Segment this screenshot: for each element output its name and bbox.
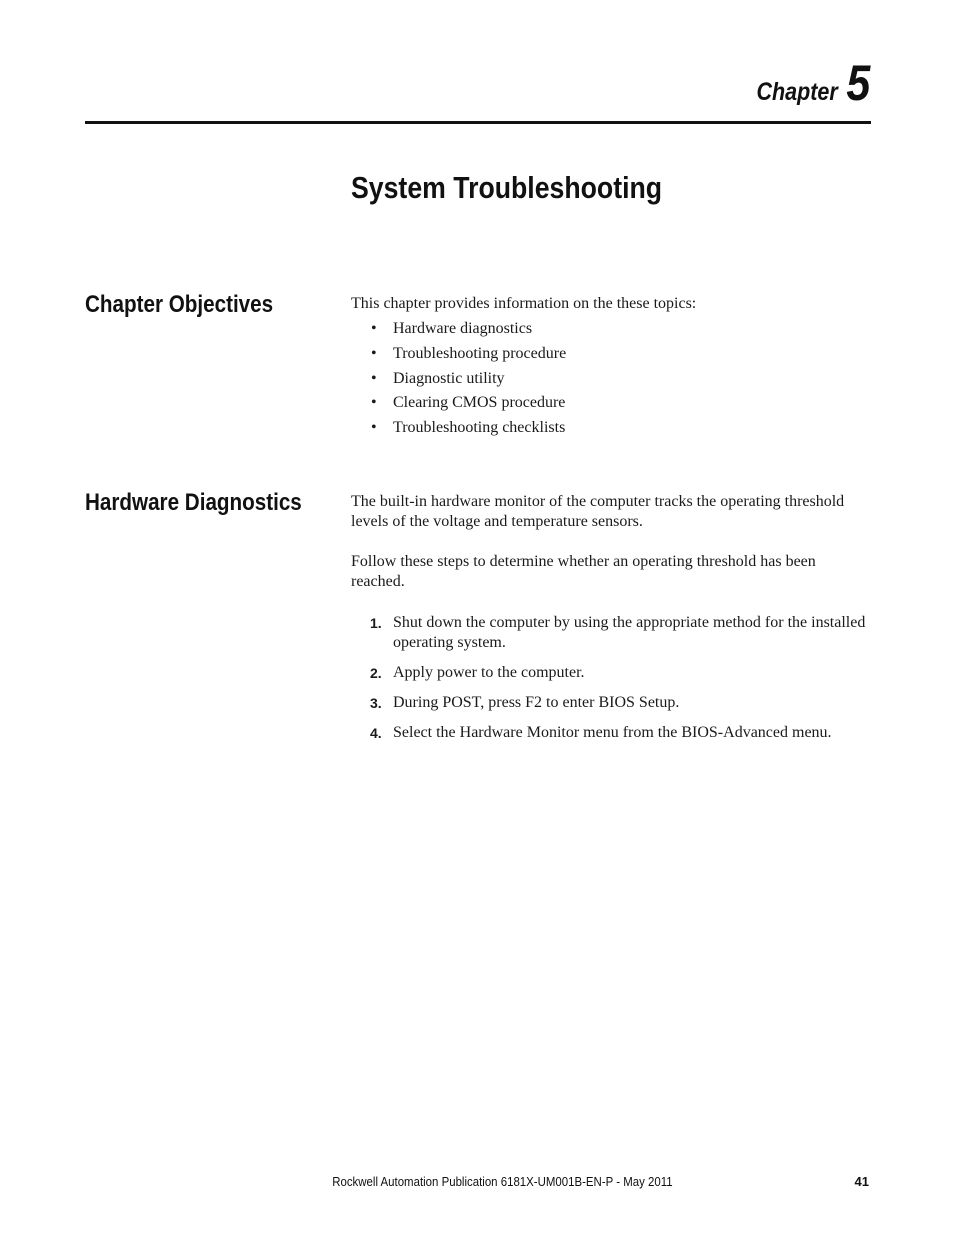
bullet-icon: • xyxy=(371,320,377,337)
step-number: 4. xyxy=(370,725,382,741)
step-item xyxy=(351,663,873,683)
footer-publication xyxy=(0,1174,954,1189)
list-item xyxy=(351,393,873,418)
list-item xyxy=(351,369,873,394)
bullet-icon: • xyxy=(371,394,377,412)
section-heading-hardware-diagnostics: Hardware Diagnostics xyxy=(85,489,302,516)
hardware-paragraph-1: The built-in hardware monitor of the computer tracks the operating threshold levels of the voltage and temperature sensors. xyxy=(351,493,845,530)
objectives-list xyxy=(351,319,873,443)
list-item-text: Troubleshooting procedure xyxy=(393,344,567,362)
list-item xyxy=(351,344,873,369)
chapter-number: 5 xyxy=(846,55,870,111)
step-item xyxy=(351,613,873,653)
step-text: Shut down the computer by using the appropriate method for the installed operating system. xyxy=(393,614,866,651)
hardware-body xyxy=(351,492,873,753)
step-text: Select the Hardware Monitor menu from the BIOS-Advanced menu. xyxy=(393,724,832,741)
step-item xyxy=(351,693,873,713)
page-number: 41 xyxy=(854,1174,869,1189)
hardware-steps xyxy=(351,613,873,743)
bullet-icon: • xyxy=(371,419,377,437)
hardware-paragraph-2: Follow these steps to determine whether an operating threshold has been reached. xyxy=(351,553,816,590)
list-item-text: Hardware diagnostics xyxy=(393,320,533,337)
objectives-intro: This chapter provides information on the these topics: xyxy=(351,295,697,312)
bullet-icon: • xyxy=(371,369,377,387)
step-number: 2. xyxy=(370,665,382,681)
list-item-text: Diagnostic utility xyxy=(393,369,505,387)
bullet-icon: • xyxy=(371,344,377,362)
chapter-header xyxy=(756,55,870,111)
list-item-text: Troubleshooting checklists xyxy=(393,419,566,437)
page-title: System Troubleshooting xyxy=(351,170,663,205)
list-item-text: Clearing CMOS procedure xyxy=(393,394,566,412)
step-item xyxy=(351,723,873,743)
step-text: Apply power to the computer. xyxy=(393,664,585,681)
section-heading-objectives: Chapter Objectives xyxy=(85,291,274,318)
chapter-divider xyxy=(85,121,871,124)
objectives-body xyxy=(351,294,873,443)
step-text: During POST, press F2 to enter BIOS Setup. xyxy=(393,694,680,711)
step-number: 3. xyxy=(370,695,382,711)
list-item xyxy=(351,418,873,443)
footer-publication-text: Rockwell Automation Publication 6181X-UM001B-EN-P - May 2011 xyxy=(331,1174,673,1189)
step-number: 1. xyxy=(370,615,382,631)
chapter-label: Chapter xyxy=(756,78,838,106)
list-item xyxy=(351,319,873,344)
